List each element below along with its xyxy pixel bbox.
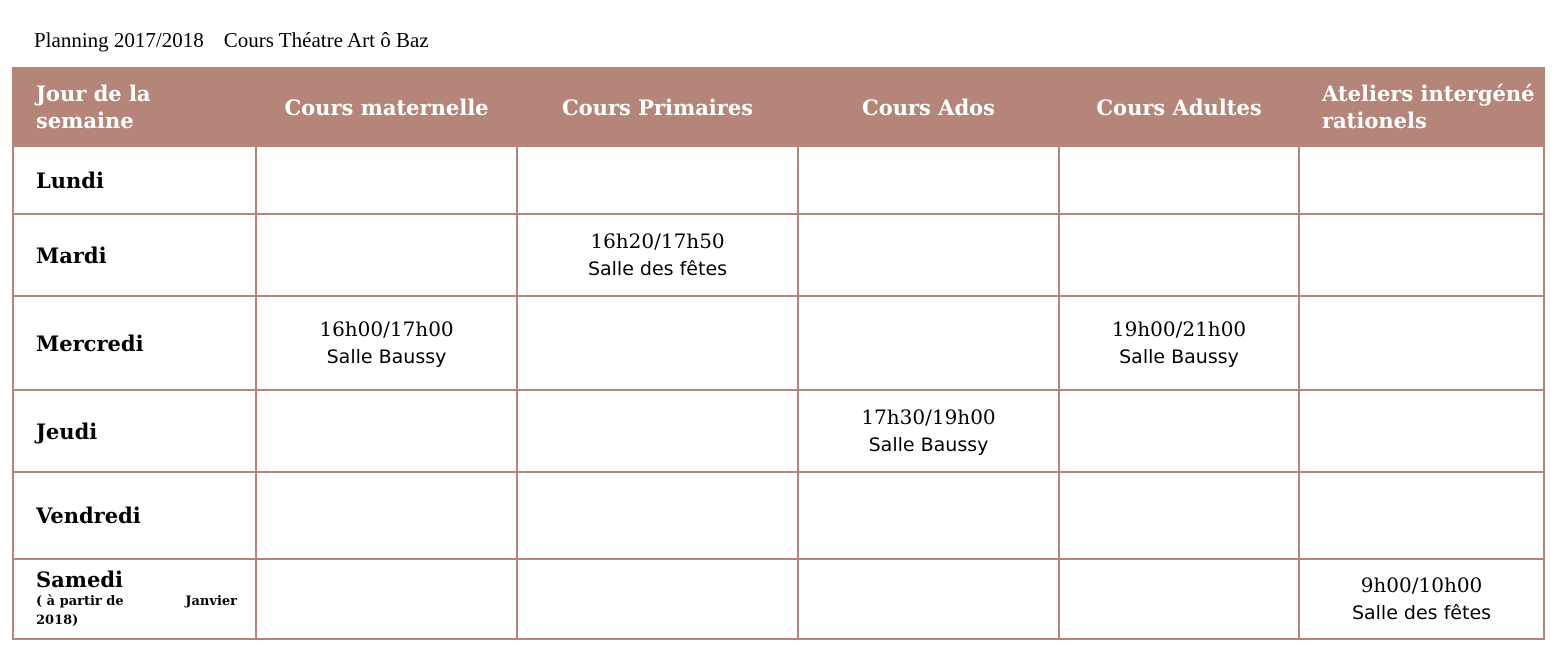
slot-cell	[798, 390, 1059, 472]
slot-cell	[1059, 146, 1299, 214]
slot-cell	[1059, 296, 1299, 390]
slot-cell	[1299, 214, 1544, 296]
slot-cell	[798, 146, 1059, 214]
slot-cell	[798, 214, 1059, 296]
slot-room: Salle Baussy	[1119, 346, 1239, 368]
slot-room: Salle des fêtes	[587, 258, 728, 280]
table-row	[13, 146, 1544, 214]
slot-cell	[517, 146, 798, 214]
day-note-year: 2018)	[36, 613, 79, 628]
day-cell: Mardi	[13, 214, 256, 296]
header-adultes: Cours Adultes	[1059, 68, 1299, 146]
slot-cell	[798, 296, 1059, 390]
slot-room: Salle Baussy	[326, 346, 447, 368]
day-cell: Vendredi	[13, 472, 256, 559]
slot-cell	[517, 214, 798, 296]
slot-cell	[517, 559, 798, 639]
day-note-start: ( à partir de	[36, 594, 124, 609]
day-note-month: Janvier	[185, 594, 237, 609]
table-row	[13, 214, 1544, 296]
slot-cell	[1299, 390, 1544, 472]
slot-room: Salle Baussy	[868, 434, 989, 456]
slot-cell	[1059, 559, 1299, 639]
slot-room: Salle des fêtes	[1351, 602, 1492, 624]
slot-time: 16h00/17h00	[319, 317, 454, 341]
table-row	[13, 559, 1544, 639]
course-name-label: Cours Théatre Art ô Baz	[223, 28, 429, 52]
slot-cell	[256, 146, 517, 214]
day-cell: Mercredi	[13, 296, 256, 390]
slot-cell	[517, 472, 798, 559]
day-label: Samedi	[36, 567, 124, 592]
slot-time: 19h00/21h00	[1111, 317, 1247, 341]
slot-time: 9h00/10h00	[1360, 573, 1483, 597]
slot-cell	[256, 559, 517, 639]
table-row	[13, 390, 1544, 472]
header-day: Jour de la semaine	[13, 68, 256, 146]
schedule-table	[12, 67, 1545, 640]
header-maternelle: Cours maternelle	[256, 68, 517, 146]
slot-time: 16h20/17h50	[590, 229, 725, 253]
slot-cell	[1299, 146, 1544, 214]
slot-cell	[798, 472, 1059, 559]
slot-cell	[517, 390, 798, 472]
header-primaires: Cours Primaires	[517, 68, 798, 146]
slot-cell	[1059, 390, 1299, 472]
day-cell: Lundi	[13, 146, 256, 214]
slot-cell	[1299, 559, 1544, 639]
slot-cell	[1059, 214, 1299, 296]
header-ados: Cours Ados	[798, 68, 1059, 146]
document-title	[34, 28, 429, 53]
planning-year-label: Planning 2017/2018	[34, 28, 204, 52]
slot-cell	[1299, 472, 1544, 559]
slot-cell	[517, 296, 798, 390]
table-row	[13, 472, 1544, 559]
day-note	[36, 592, 255, 611]
slot-time: 17h30/19h00	[861, 405, 996, 429]
slot-cell	[1059, 472, 1299, 559]
slot-cell	[256, 472, 517, 559]
header-row	[13, 68, 1544, 146]
slot-cell	[256, 390, 517, 472]
day-cell	[13, 559, 256, 639]
slot-cell	[256, 296, 517, 390]
header-ateliers: Ateliers intergénérationels	[1299, 68, 1544, 146]
table-row	[13, 296, 1544, 390]
day-cell: Jeudi	[13, 390, 256, 472]
slot-cell	[798, 559, 1059, 639]
slot-cell	[256, 214, 517, 296]
slot-cell	[1299, 296, 1544, 390]
